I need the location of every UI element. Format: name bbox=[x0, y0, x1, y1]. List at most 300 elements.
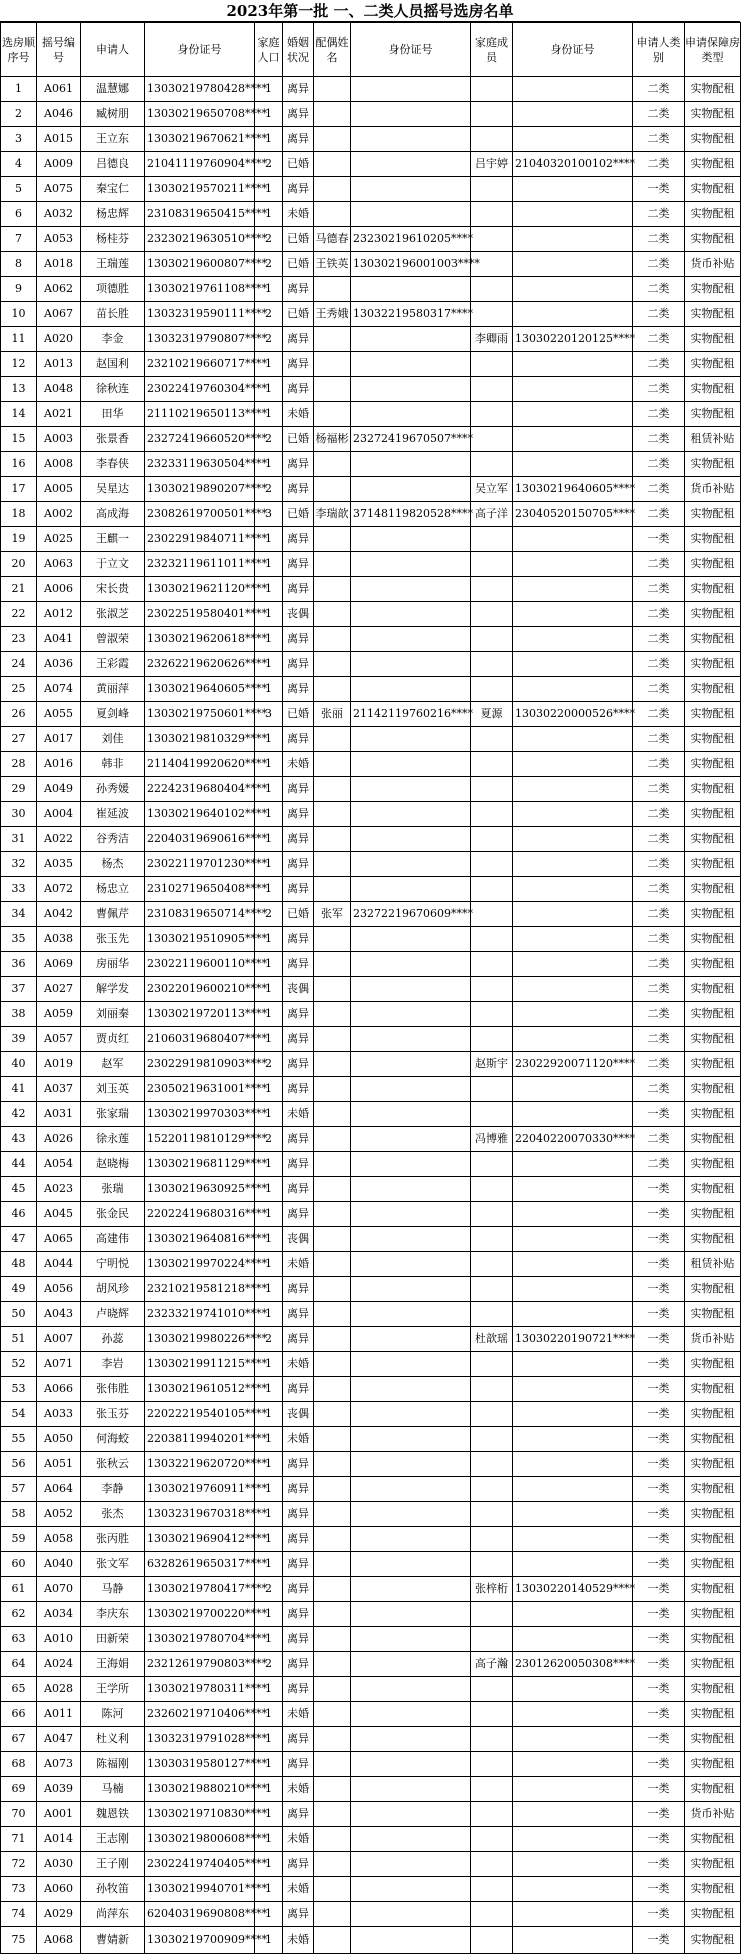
cell-id-number: 13032219620720**** bbox=[145, 1452, 255, 1477]
cell-spouse-name bbox=[314, 1852, 351, 1877]
cell-marital-status: 未婚 bbox=[283, 1827, 314, 1852]
cell-marital-status: 离异 bbox=[283, 1527, 314, 1552]
header-spouse-id: 身份证号 bbox=[351, 23, 471, 77]
cell-spouse-name bbox=[314, 1677, 351, 1702]
cell-marital-status: 未婚 bbox=[283, 402, 314, 427]
cell-id-number: 23022019600210**** bbox=[145, 977, 255, 1002]
cell-family-member bbox=[471, 202, 513, 227]
table-row bbox=[1, 1652, 741, 1677]
cell-lottery-number: A017 bbox=[37, 727, 81, 752]
cell-housing-type: 实物配租 bbox=[685, 1727, 741, 1752]
cell-select-order: 33 bbox=[1, 877, 37, 902]
cell-select-order: 29 bbox=[1, 777, 37, 802]
cell-id-number: 13030219610512**** bbox=[145, 1377, 255, 1402]
cell-applicant-category: 一类 bbox=[633, 1552, 685, 1577]
cell-family-member bbox=[471, 1527, 513, 1552]
cell-select-order: 57 bbox=[1, 1477, 37, 1502]
cell-marital-status: 离异 bbox=[283, 127, 314, 152]
cell-applicant: 张玉芬 bbox=[81, 1402, 145, 1427]
cell-applicant-category: 二类 bbox=[633, 202, 685, 227]
cell-applicant: 徐永莲 bbox=[81, 1127, 145, 1152]
cell-id-number: 23050219631001**** bbox=[145, 1077, 255, 1102]
cell-id-number: 21140419920620**** bbox=[145, 752, 255, 777]
cell-lottery-number: A045 bbox=[37, 1202, 81, 1227]
cell-select-order: 20 bbox=[1, 552, 37, 577]
cell-member-id bbox=[513, 877, 633, 902]
cell-lottery-number: A063 bbox=[37, 552, 81, 577]
cell-member-id bbox=[513, 1252, 633, 1277]
cell-spouse-id bbox=[351, 777, 471, 802]
cell-lottery-number: A071 bbox=[37, 1352, 81, 1377]
cell-member-id bbox=[513, 1552, 633, 1577]
cell-housing-type: 实物配租 bbox=[685, 1527, 741, 1552]
cell-family-member bbox=[471, 627, 513, 652]
cell-applicant: 李春侠 bbox=[81, 452, 145, 477]
cell-household-size: 1 bbox=[255, 1352, 283, 1377]
table-row bbox=[1, 1127, 741, 1152]
cell-household-size: 1 bbox=[255, 652, 283, 677]
cell-family-member: 吕宇婷 bbox=[471, 152, 513, 177]
cell-id-number: 13030219630925**** bbox=[145, 1177, 255, 1202]
cell-id-number: 13030219940701**** bbox=[145, 1877, 255, 1902]
cell-spouse-name bbox=[314, 402, 351, 427]
cell-applicant: 陈福刚 bbox=[81, 1752, 145, 1777]
cell-member-id bbox=[513, 652, 633, 677]
cell-family-member bbox=[471, 1702, 513, 1727]
cell-id-number: 13030219750601**** bbox=[145, 702, 255, 727]
cell-applicant-category: 二类 bbox=[633, 902, 685, 927]
cell-select-order: 50 bbox=[1, 1302, 37, 1327]
cell-marital-status: 离异 bbox=[283, 1677, 314, 1702]
header-applicant: 申请人 bbox=[81, 23, 145, 77]
table-row bbox=[1, 1377, 741, 1402]
cell-applicant: 臧树朋 bbox=[81, 102, 145, 127]
cell-member-id: 23012620050308**** bbox=[513, 1652, 633, 1677]
cell-lottery-number: A061 bbox=[37, 77, 81, 102]
cell-select-order: 9 bbox=[1, 277, 37, 302]
cell-spouse-name bbox=[314, 577, 351, 602]
cell-lottery-number: A042 bbox=[37, 902, 81, 927]
cell-family-member bbox=[471, 1452, 513, 1477]
cell-household-size: 1 bbox=[255, 852, 283, 877]
cell-household-size: 1 bbox=[255, 727, 283, 752]
cell-household-size: 1 bbox=[255, 1827, 283, 1852]
cell-applicant-category: 一类 bbox=[633, 1502, 685, 1527]
cell-spouse-id bbox=[351, 1777, 471, 1802]
cell-member-id bbox=[513, 1677, 633, 1702]
cell-select-order: 37 bbox=[1, 977, 37, 1002]
cell-family-member bbox=[471, 1677, 513, 1702]
cell-spouse-name bbox=[314, 1527, 351, 1552]
cell-housing-type: 实物配租 bbox=[685, 352, 741, 377]
cell-select-order: 35 bbox=[1, 927, 37, 952]
cell-family-member bbox=[471, 527, 513, 552]
cell-select-order: 63 bbox=[1, 1627, 37, 1652]
cell-applicant: 孙牧笛 bbox=[81, 1877, 145, 1902]
cell-housing-type: 实物配租 bbox=[685, 1452, 741, 1477]
cell-family-member bbox=[471, 727, 513, 752]
cell-id-number: 13030219700220**** bbox=[145, 1602, 255, 1627]
cell-spouse-id bbox=[351, 1127, 471, 1152]
cell-id-number: 63282619650317**** bbox=[145, 1552, 255, 1577]
cell-id-number: 13030219640102**** bbox=[145, 802, 255, 827]
cell-household-size: 1 bbox=[255, 1277, 283, 1302]
cell-household-size: 1 bbox=[255, 677, 283, 702]
cell-housing-type: 实物配租 bbox=[685, 127, 741, 152]
table-row bbox=[1, 1177, 741, 1202]
cell-spouse-id bbox=[351, 1602, 471, 1627]
table-row bbox=[1, 1352, 741, 1377]
table-row bbox=[1, 127, 741, 152]
cell-select-order: 19 bbox=[1, 527, 37, 552]
cell-marital-status: 离异 bbox=[283, 1852, 314, 1877]
cell-spouse-name bbox=[314, 152, 351, 177]
cell-household-size: 1 bbox=[255, 552, 283, 577]
cell-select-order: 24 bbox=[1, 652, 37, 677]
cell-spouse-id bbox=[351, 1852, 471, 1877]
table-row bbox=[1, 77, 741, 102]
cell-applicant-category: 一类 bbox=[633, 1102, 685, 1127]
cell-member-id bbox=[513, 277, 633, 302]
cell-applicant: 曹婧新 bbox=[81, 1927, 145, 1954]
cell-family-member bbox=[471, 877, 513, 902]
cell-lottery-number: A018 bbox=[37, 252, 81, 277]
cell-housing-type: 实物配租 bbox=[685, 652, 741, 677]
cell-applicant: 谷秀洁 bbox=[81, 827, 145, 852]
cell-housing-type: 实物配租 bbox=[685, 227, 741, 252]
cell-housing-type: 实物配租 bbox=[685, 1027, 741, 1052]
cell-marital-status: 离异 bbox=[283, 552, 314, 577]
cell-spouse-name bbox=[314, 277, 351, 302]
cell-lottery-number: A033 bbox=[37, 1402, 81, 1427]
cell-family-member bbox=[471, 352, 513, 377]
cell-applicant: 张伟胜 bbox=[81, 1377, 145, 1402]
cell-spouse-name bbox=[314, 802, 351, 827]
cell-spouse-name bbox=[314, 1427, 351, 1452]
cell-spouse-id bbox=[351, 377, 471, 402]
cell-select-order: 73 bbox=[1, 1877, 37, 1902]
cell-select-order: 41 bbox=[1, 1077, 37, 1102]
cell-id-number: 22040319690616**** bbox=[145, 827, 255, 852]
cell-spouse-id bbox=[351, 677, 471, 702]
cell-housing-type: 实物配租 bbox=[685, 102, 741, 127]
cell-id-number: 13030219640605**** bbox=[145, 677, 255, 702]
cell-applicant-category: 二类 bbox=[633, 977, 685, 1002]
cell-member-id bbox=[513, 1877, 633, 1902]
cell-family-member bbox=[471, 227, 513, 252]
cell-applicant: 吴星达 bbox=[81, 477, 145, 502]
cell-id-number: 23233119630504**** bbox=[145, 452, 255, 477]
cell-marital-status: 已婚 bbox=[283, 302, 314, 327]
cell-member-id: 23040520150705**** bbox=[513, 502, 633, 527]
cell-select-order: 30 bbox=[1, 802, 37, 827]
cell-applicant: 黄丽萍 bbox=[81, 677, 145, 702]
cell-select-order: 14 bbox=[1, 402, 37, 427]
cell-lottery-number: A057 bbox=[37, 1027, 81, 1052]
cell-spouse-name bbox=[314, 952, 351, 977]
cell-member-id bbox=[513, 1527, 633, 1552]
cell-select-order: 26 bbox=[1, 702, 37, 727]
cell-spouse-name bbox=[314, 452, 351, 477]
cell-housing-type: 实物配租 bbox=[685, 1852, 741, 1877]
cell-member-id bbox=[513, 1802, 633, 1827]
cell-id-number: 23108319650415**** bbox=[145, 202, 255, 227]
cell-spouse-id bbox=[351, 77, 471, 102]
cell-member-id bbox=[513, 927, 633, 952]
cell-marital-status: 未婚 bbox=[283, 1352, 314, 1377]
cell-spouse-id bbox=[351, 1802, 471, 1827]
cell-marital-status: 未婚 bbox=[283, 1927, 314, 1954]
cell-household-size: 2 bbox=[255, 1327, 283, 1352]
cell-member-id bbox=[513, 102, 633, 127]
cell-id-number: 13030219640816**** bbox=[145, 1227, 255, 1252]
table-row bbox=[1, 452, 741, 477]
cell-housing-type: 租赁补贴 bbox=[685, 427, 741, 452]
cell-family-member bbox=[471, 1177, 513, 1202]
cell-spouse-id bbox=[351, 952, 471, 977]
cell-applicant: 李静 bbox=[81, 1477, 145, 1502]
cell-housing-type: 实物配租 bbox=[685, 1477, 741, 1502]
table-row bbox=[1, 1327, 741, 1352]
cell-marital-status: 离异 bbox=[283, 877, 314, 902]
cell-housing-type: 实物配租 bbox=[685, 727, 741, 752]
cell-applicant-category: 一类 bbox=[633, 177, 685, 202]
table-row bbox=[1, 852, 741, 877]
cell-family-member bbox=[471, 377, 513, 402]
cell-lottery-number: A004 bbox=[37, 802, 81, 827]
cell-select-order: 15 bbox=[1, 427, 37, 452]
table-row bbox=[1, 502, 741, 527]
cell-housing-type: 实物配租 bbox=[685, 452, 741, 477]
cell-housing-type: 实物配租 bbox=[685, 927, 741, 952]
cell-member-id bbox=[513, 1002, 633, 1027]
cell-housing-type: 实物配租 bbox=[685, 177, 741, 202]
cell-member-id bbox=[513, 952, 633, 977]
cell-applicant: 夏剑峰 bbox=[81, 702, 145, 727]
table-row bbox=[1, 1602, 741, 1627]
cell-lottery-number: A031 bbox=[37, 1102, 81, 1127]
cell-spouse-name bbox=[314, 1552, 351, 1577]
cell-spouse-name bbox=[314, 1727, 351, 1752]
table-row bbox=[1, 302, 741, 327]
header-member-id: 身份证号 bbox=[513, 23, 633, 77]
cell-household-size: 1 bbox=[255, 927, 283, 952]
cell-housing-type: 实物配租 bbox=[685, 152, 741, 177]
cell-housing-type: 实物配租 bbox=[685, 1777, 741, 1802]
cell-spouse-name bbox=[314, 877, 351, 902]
cell-spouse-name bbox=[314, 827, 351, 852]
cell-id-number: 13030219980226**** bbox=[145, 1327, 255, 1352]
cell-applicant: 孙秀媛 bbox=[81, 777, 145, 802]
cell-family-member bbox=[471, 1777, 513, 1802]
cell-applicant: 田华 bbox=[81, 402, 145, 427]
cell-household-size: 1 bbox=[255, 1377, 283, 1402]
cell-id-number: 22022419680316**** bbox=[145, 1202, 255, 1227]
cell-applicant-category: 二类 bbox=[633, 152, 685, 177]
cell-applicant-category: 一类 bbox=[633, 1902, 685, 1927]
cell-spouse-name: 王铁英 bbox=[314, 252, 351, 277]
cell-applicant: 杜义利 bbox=[81, 1727, 145, 1752]
cell-spouse-id: 23230219610205**** bbox=[351, 227, 471, 252]
cell-applicant-category: 二类 bbox=[633, 302, 685, 327]
cell-member-id bbox=[513, 1302, 633, 1327]
cell-spouse-name bbox=[314, 1802, 351, 1827]
cell-applicant: 宋长贵 bbox=[81, 577, 145, 602]
cell-spouse-name bbox=[314, 327, 351, 352]
cell-spouse-name bbox=[314, 1252, 351, 1277]
cell-spouse-name bbox=[314, 1102, 351, 1127]
cell-select-order: 49 bbox=[1, 1277, 37, 1302]
table-row bbox=[1, 1527, 741, 1552]
cell-applicant: 王麒一 bbox=[81, 527, 145, 552]
table-row bbox=[1, 352, 741, 377]
cell-spouse-name bbox=[314, 1377, 351, 1402]
cell-select-order: 44 bbox=[1, 1152, 37, 1177]
cell-lottery-number: A069 bbox=[37, 952, 81, 977]
cell-family-member bbox=[471, 1002, 513, 1027]
cell-lottery-number: A028 bbox=[37, 1677, 81, 1702]
cell-household-size: 1 bbox=[255, 1602, 283, 1627]
cell-family-member bbox=[471, 1602, 513, 1627]
cell-select-order: 39 bbox=[1, 1027, 37, 1052]
cell-housing-type: 实物配租 bbox=[685, 1227, 741, 1252]
cell-spouse-id: 13030219600100З**** bbox=[351, 252, 471, 277]
cell-member-id bbox=[513, 1402, 633, 1427]
header-household-size: 家庭人口 bbox=[255, 23, 283, 77]
cell-spouse-name bbox=[314, 1452, 351, 1477]
table-row bbox=[1, 627, 741, 652]
cell-spouse-id bbox=[351, 1902, 471, 1927]
cell-select-order: 13 bbox=[1, 377, 37, 402]
cell-marital-status: 已婚 bbox=[283, 702, 314, 727]
cell-household-size: 1 bbox=[255, 577, 283, 602]
cell-applicant: 魏恩铁 bbox=[81, 1802, 145, 1827]
cell-select-order: 68 bbox=[1, 1752, 37, 1777]
cell-applicant: 杨忠立 bbox=[81, 877, 145, 902]
cell-household-size: 1 bbox=[255, 1227, 283, 1252]
cell-family-member: 赵斯宇 bbox=[471, 1052, 513, 1077]
cell-family-member bbox=[471, 1727, 513, 1752]
cell-applicant-category: 二类 bbox=[633, 402, 685, 427]
cell-housing-type: 租赁补贴 bbox=[685, 1252, 741, 1277]
cell-id-number: 13030219970303**** bbox=[145, 1102, 255, 1127]
cell-member-id bbox=[513, 452, 633, 477]
cell-member-id bbox=[513, 627, 633, 652]
cell-family-member bbox=[471, 102, 513, 127]
cell-applicant-category: 一类 bbox=[633, 1352, 685, 1377]
cell-member-id bbox=[513, 202, 633, 227]
cell-spouse-id bbox=[351, 1527, 471, 1552]
table-row bbox=[1, 927, 741, 952]
cell-id-number: 13030219681129**** bbox=[145, 1152, 255, 1177]
cell-marital-status: 离异 bbox=[283, 852, 314, 877]
table-row bbox=[1, 227, 741, 252]
cell-family-member bbox=[471, 827, 513, 852]
cell-household-size: 2 bbox=[255, 152, 283, 177]
cell-household-size: 1 bbox=[255, 1427, 283, 1452]
cell-household-size: 2 bbox=[255, 227, 283, 252]
cell-spouse-name bbox=[314, 1002, 351, 1027]
cell-household-size: 1 bbox=[255, 602, 283, 627]
cell-applicant: 于立文 bbox=[81, 552, 145, 577]
cell-applicant-category: 二类 bbox=[633, 752, 685, 777]
cell-member-id bbox=[513, 602, 633, 627]
cell-spouse-id bbox=[351, 1577, 471, 1602]
cell-spouse-id bbox=[351, 1277, 471, 1302]
cell-marital-status: 离异 bbox=[283, 727, 314, 752]
cell-member-id bbox=[513, 427, 633, 452]
cell-applicant: 陈河 bbox=[81, 1702, 145, 1727]
cell-marital-status: 离异 bbox=[283, 1477, 314, 1502]
cell-spouse-id bbox=[351, 1752, 471, 1777]
cell-spouse-name bbox=[314, 527, 351, 552]
cell-lottery-number: A026 bbox=[37, 1127, 81, 1152]
cell-family-member bbox=[471, 652, 513, 677]
cell-spouse-id bbox=[351, 1077, 471, 1102]
cell-applicant-category: 二类 bbox=[633, 1152, 685, 1177]
cell-household-size: 1 bbox=[255, 177, 283, 202]
cell-lottery-number: A047 bbox=[37, 1727, 81, 1752]
table-row bbox=[1, 1302, 741, 1327]
table-row bbox=[1, 1027, 741, 1052]
cell-spouse-id bbox=[351, 1202, 471, 1227]
cell-spouse-id bbox=[351, 1102, 471, 1127]
table-row bbox=[1, 727, 741, 752]
cell-select-order: 2 bbox=[1, 102, 37, 127]
cell-id-number: 13030219780417**** bbox=[145, 1577, 255, 1602]
table-row bbox=[1, 1477, 741, 1502]
table-row bbox=[1, 1052, 741, 1077]
cell-member-id bbox=[513, 1077, 633, 1102]
cell-housing-type: 实物配租 bbox=[685, 552, 741, 577]
cell-lottery-number: A027 bbox=[37, 977, 81, 1002]
cell-applicant: 张文军 bbox=[81, 1552, 145, 1577]
cell-applicant-category: 二类 bbox=[633, 427, 685, 452]
cell-spouse-id bbox=[351, 1327, 471, 1352]
cell-housing-type: 实物配租 bbox=[685, 1277, 741, 1302]
cell-household-size: 1 bbox=[255, 1477, 283, 1502]
cell-lottery-number: A067 bbox=[37, 302, 81, 327]
table-row bbox=[1, 952, 741, 977]
cell-lottery-number: A006 bbox=[37, 577, 81, 602]
cell-member-id bbox=[513, 552, 633, 577]
cell-applicant: 吕德良 bbox=[81, 152, 145, 177]
cell-marital-status: 离异 bbox=[283, 1152, 314, 1177]
cell-household-size: 1 bbox=[255, 1552, 283, 1577]
cell-applicant: 赵军 bbox=[81, 1052, 145, 1077]
cell-housing-type: 实物配租 bbox=[685, 677, 741, 702]
cell-applicant: 杨忠辉 bbox=[81, 202, 145, 227]
cell-housing-type: 实物配租 bbox=[685, 1202, 741, 1227]
cell-member-id bbox=[513, 752, 633, 777]
cell-housing-type: 实物配租 bbox=[685, 702, 741, 727]
cell-applicant-category: 一类 bbox=[633, 1652, 685, 1677]
cell-lottery-number: A001 bbox=[37, 1802, 81, 1827]
cell-applicant-category: 二类 bbox=[633, 277, 685, 302]
cell-applicant-category: 一类 bbox=[633, 1177, 685, 1202]
cell-housing-type: 实物配租 bbox=[685, 1552, 741, 1577]
cell-household-size: 1 bbox=[255, 102, 283, 127]
cell-id-number: 13030219710830**** bbox=[145, 1802, 255, 1827]
cell-member-id bbox=[513, 1177, 633, 1202]
cell-spouse-id bbox=[351, 352, 471, 377]
cell-id-number: 23272419660520**** bbox=[145, 427, 255, 452]
cell-family-member bbox=[471, 852, 513, 877]
cell-marital-status: 离异 bbox=[283, 927, 314, 952]
cell-family-member bbox=[471, 1102, 513, 1127]
cell-member-id bbox=[513, 1102, 633, 1127]
cell-id-number: 21110219650113**** bbox=[145, 402, 255, 427]
